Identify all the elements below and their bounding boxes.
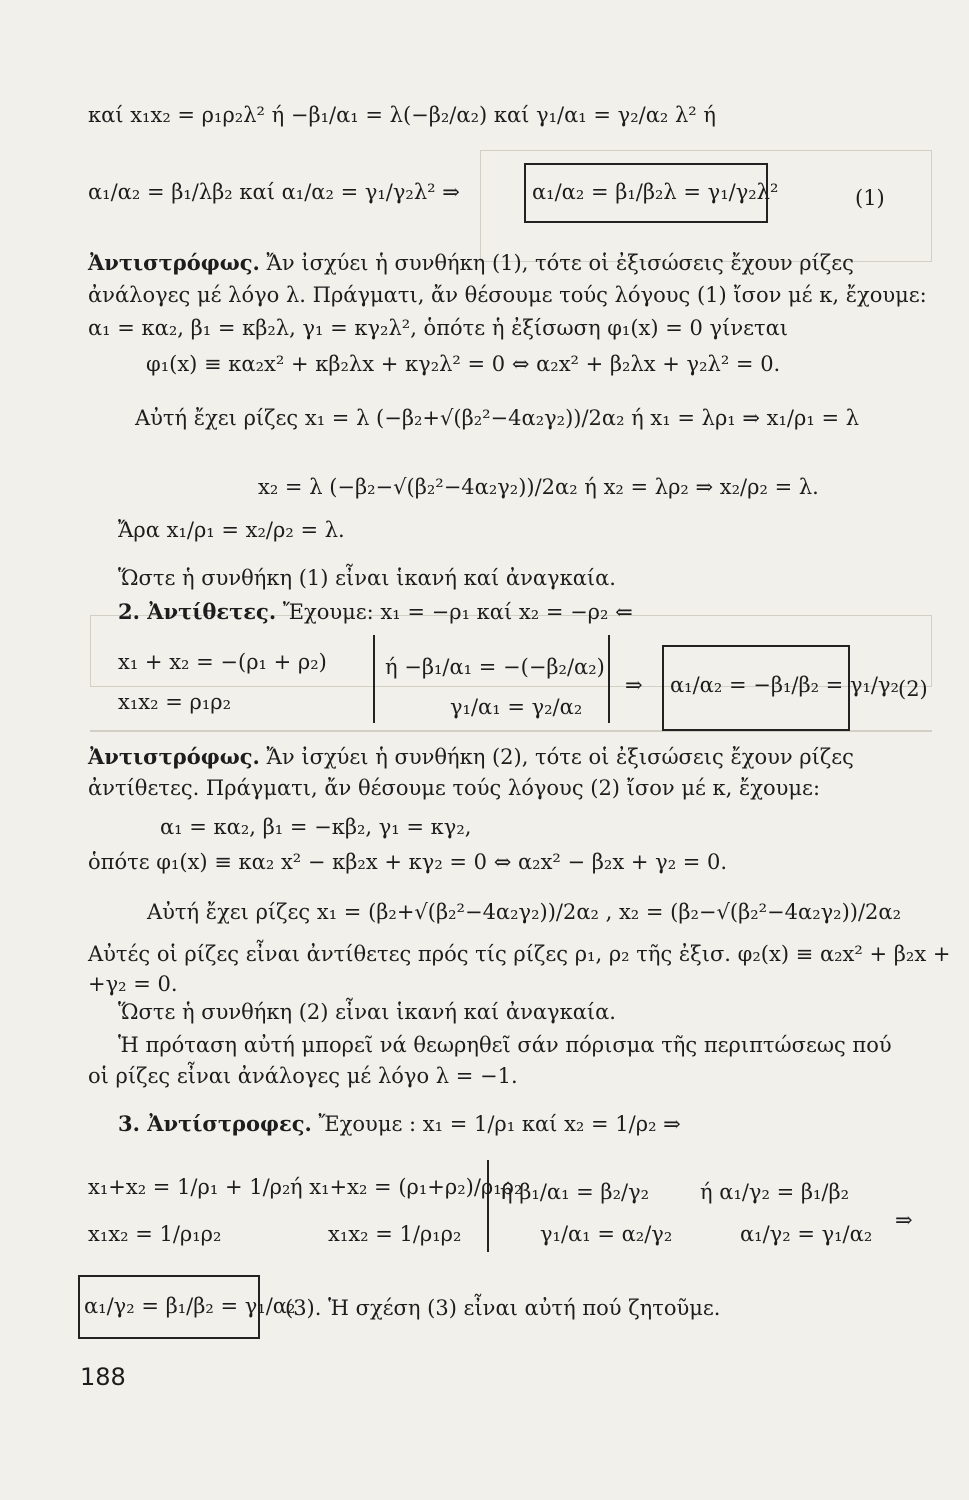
paragraph-line: 2. Ἀντίθετες. Ἔχουμε: x₁ = −ρ₁ καί x₂ = −ρ₂ ⇐ <box>118 599 633 624</box>
equation-line: Αὐτή ἔχει ρίζες x₁ = λ (−β₂+√(β₂²−4α₂γ₂))/2α₂ ή x₁ = λρ₁ ⇒ x₁/ρ₁ = λ <box>135 406 860 430</box>
equation-line: α₁/γ₂ = γ₁/α₂ <box>740 1222 873 1246</box>
system-bracket <box>487 1160 489 1252</box>
equation-line: ὁπότε φ₁(x) ≡ κα₂ x² − κβ₂x + κγ₂ = 0 ⇔ α₂x² − β₂x + γ₂ = 0. <box>88 850 728 874</box>
equation-tag: (1) <box>855 186 885 210</box>
paragraph-line: ἀνάλογες μέ λόγο λ. Πράγματι, ἄν θέσουμε τούς λόγους (1) ἴσον μέ κ, ἔχουμε: <box>88 283 927 307</box>
section-heading: 3. Ἀντίστροφες. <box>118 1111 312 1136</box>
equation-line: ή β₁/α₁ = β₂/γ₂ <box>500 1180 650 1204</box>
equation-line: x₁+x₂ = 1/ρ₁ + 1/ρ₂ <box>88 1175 291 1199</box>
equation-line: ή −β₁/α₁ = −(−β₂/α₂) <box>385 655 605 679</box>
equation-line: γ₁/α₁ = γ₂/α₂ <box>450 695 583 719</box>
paragraph-line: οἱ ρίζες εἶναι ἀνάλογες μέ λόγο λ = −1. <box>88 1064 518 1088</box>
equation-tag: (2) <box>898 677 928 701</box>
paragraph-line: +γ₂ = 0. <box>88 972 178 996</box>
paragraph-line: Ὥστε ἡ συνθήκη (1) εἶναι ἱκανή καί ἀναγκαία. <box>118 566 616 590</box>
equation-line: ή α₁/γ₂ = β₁/β₂ <box>700 1180 850 1204</box>
equation-line: x₁ + x₂ = −(ρ₁ + ρ₂) <box>118 650 327 674</box>
paragraph-line: 3. Ἀντίστροφες. Ἔχουμε : x₁ = 1/ρ₁ καί x₂ = 1/ρ₂ ⇒ <box>118 1111 681 1136</box>
equation-line: φ₁(x) ≡ κα₂x² + κβ₂λx + κγ₂λ² = 0 ⇔ α₂x² + β₂λx + γ₂λ² = 0. <box>146 352 781 376</box>
equation-line: x₁x₂ = ρ₁ρ₂ <box>118 690 231 714</box>
section-heading: Ἀντιστρόφως. <box>88 250 260 275</box>
page-number: 188 <box>80 1363 126 1391</box>
equation-line: α₁ = κα₂, β₁ = −κβ₂, γ₁ = κγ₂, <box>160 815 472 839</box>
paragraph-line: Ἡ πρόταση αὐτή μπορεῖ νά θεωρηθεῖ σάν πόρισμα τῆς περιπτώσεως πού <box>118 1033 892 1057</box>
paragraph-line: α₁ = κα₂, β₁ = κβ₂λ, γ₁ = κγ₂λ², ὁπότε ἡ ἐξίσωση φ₁(x) = 0 γίνεται <box>88 316 788 340</box>
paragraph-line: Ὥστε ἡ συνθήκη (2) εἶναι ἱκανή καί ἀναγκαία. <box>118 1000 616 1024</box>
paragraph-line: Αὐτές οἱ ρίζες εἶναι ἀντίθετες πρός τίς ρίζες ρ₁, ρ₂ τῆς ἐξισ. φ₂(x) ≡ α₂x² + β₂x + <box>88 942 951 966</box>
equation-line: ή x₁+x₂ = (ρ₁+ρ₂)/ρ₁ρ₂ <box>290 1175 523 1199</box>
paragraph-line: ἀντίθετες. Πράγματι, ἄν θέσουμε τούς λόγους (2) ἴσον μέ κ, ἔχουμε: <box>88 776 821 800</box>
equation-line: x₁x₂ = 1/ρ₁ρ₂ <box>328 1222 462 1246</box>
section-heading: 2. Ἀντίθετες. <box>118 599 277 624</box>
equation-line: x₁x₂ = 1/ρ₁ρ₂ <box>88 1222 222 1246</box>
boxed-result-2-text: α₁/α₂ = −β₁/β₂ = γ₁/γ₂ <box>670 673 899 697</box>
implies-arrow: ⇒ <box>625 673 643 697</box>
paragraph-line: (3). Ἡ σχέση (3) εἶναι αὐτή πού ζητοῦμε. <box>285 1296 721 1320</box>
equation-line: α₁/α₂ = β₁/λβ₂ καί α₁/α₂ = γ₁/γ₂λ² ⇒ <box>88 180 460 204</box>
boxed-result-3-text: α₁/γ₂ = β₁/β₂ = γ₁/α₂ <box>84 1294 296 1318</box>
equation-line: Ἄρα x₁/ρ₁ = x₂/ρ₂ = λ. <box>118 518 345 542</box>
equation-line: x₂ = λ (−β₂−√(β₂²−4α₂γ₂))/2α₂ ή x₂ = λρ₂ ⇒ x₂/ρ₂ = λ. <box>258 475 819 499</box>
system-bracket <box>373 635 375 723</box>
paragraph-line: Ἀντιστρόφως. Ἄν ἰσχύει ἡ συνθήκη (2), τότε οἱ ἐξισώσεις ἔχουν ρίζες <box>88 744 854 769</box>
boxed-result-1-text: α₁/α₂ = β₁/β₂λ = γ₁/γ₂λ² <box>532 180 779 204</box>
system-bracket <box>608 635 610 723</box>
equation-line: καί x₁x₂ = ρ₁ρ₂λ² ή −β₁/α₁ = λ(−β₂/α₂) καί γ₁/α₁ = γ₂/α₂ λ² ή <box>88 103 716 127</box>
equation-line: Αὐτή ἔχει ρίζες x₁ = (β₂+√(β₂²−4α₂γ₂))/2α₂ , x₂ = (β₂−√(β₂²−4α₂γ₂))/2α₂ <box>147 900 902 924</box>
implies-arrow: ⇒ <box>895 1208 913 1232</box>
equation-line: γ₁/α₁ = α₂/γ₂ <box>540 1222 673 1246</box>
paragraph-line: Ἀντιστρόφως. Ἄν ἰσχύει ἡ συνθήκη (1), τότε οἱ ἐξισώσεις ἔχουν ρίζες <box>88 250 854 275</box>
section-heading: Ἀντιστρόφως. <box>88 744 260 769</box>
